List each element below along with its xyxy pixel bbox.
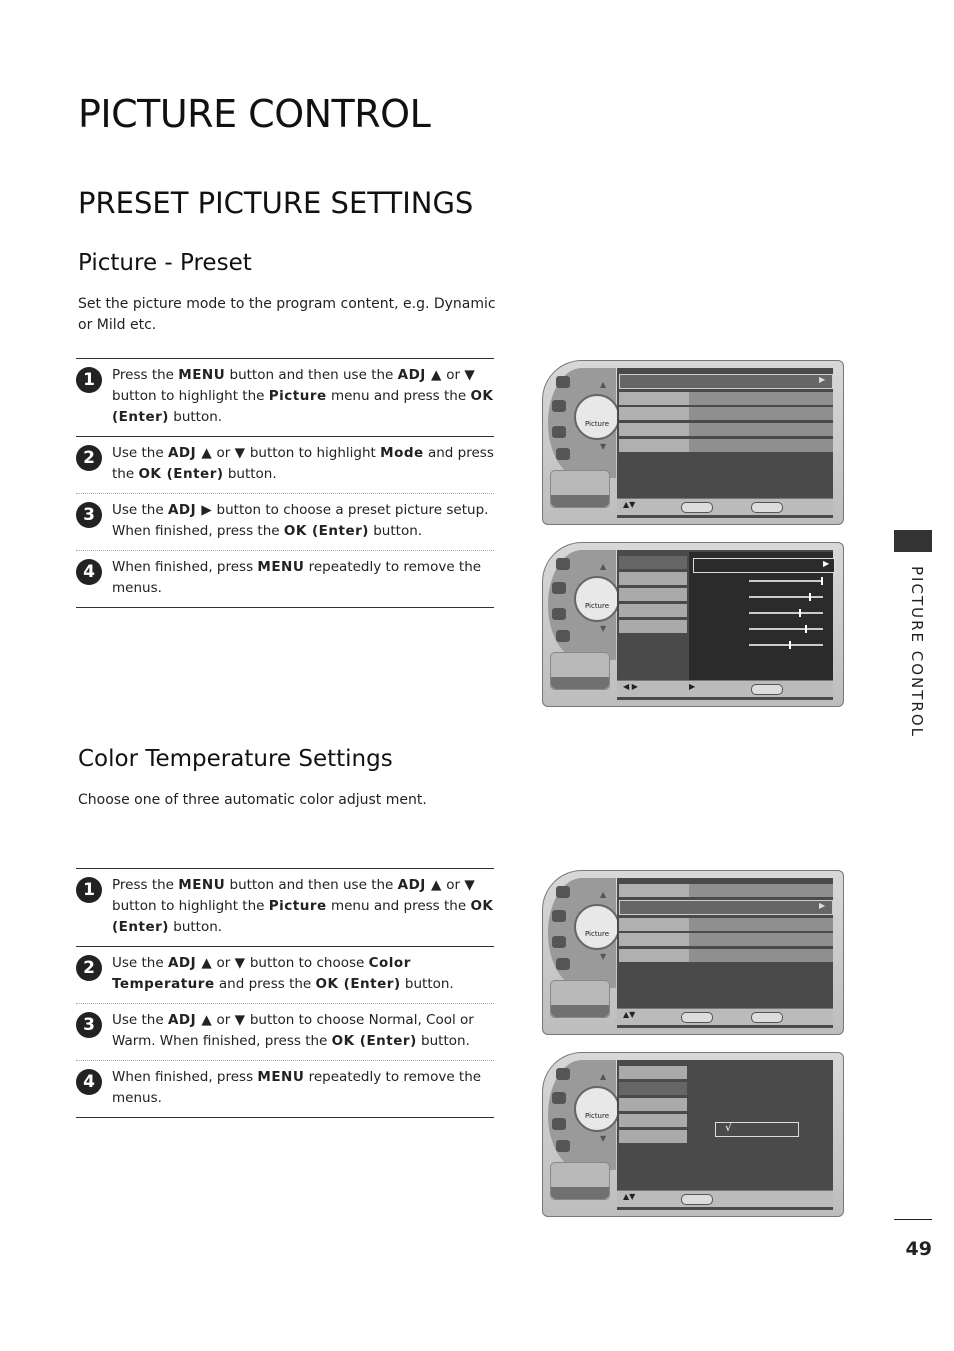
right-arrow-icon: ▶ <box>819 901 826 910</box>
step-text: button to highlight <box>245 445 381 461</box>
picture-knob <box>574 576 620 622</box>
key-down: ▼ <box>234 1012 246 1028</box>
key-mode: Mode <box>380 445 424 461</box>
right-arrow-icon: ▶ <box>689 682 696 691</box>
color-temp-heading: Color Temperature Settings <box>78 746 393 772</box>
key-down: ▼ <box>464 367 476 383</box>
knob-label: Picture <box>584 1112 610 1120</box>
menu-screen <box>617 550 833 700</box>
up-arrow-icon: ▲ <box>600 562 607 571</box>
tv-menu-picture-3 <box>542 870 844 1035</box>
lock-icon <box>556 1140 570 1152</box>
step-number: 3 <box>76 1012 102 1038</box>
step-text: button to highlight the <box>112 388 269 404</box>
step-text: or <box>441 877 465 893</box>
time-icon <box>552 1118 566 1130</box>
menu-screen <box>617 1060 833 1210</box>
key-ok-enter: OK (Enter) <box>138 466 224 482</box>
updown-nav-icon: ▲▼ <box>623 1010 636 1019</box>
step-text: button. <box>168 919 223 935</box>
key-adj-up: ADJ ▲ <box>167 1012 213 1028</box>
step-text: button. <box>368 523 423 539</box>
menu-button-graphic <box>550 652 610 690</box>
step-text: button. <box>416 1033 470 1049</box>
preset-step-2 <box>76 437 494 494</box>
menu-dial <box>548 368 616 478</box>
page-number-rule <box>894 1219 932 1220</box>
time-icon <box>552 608 566 620</box>
color-temp-step-2 <box>76 947 494 1004</box>
side-tab-block <box>894 530 932 552</box>
step-text: Use the <box>112 502 168 518</box>
menu-button-graphic <box>550 1162 610 1200</box>
knob-label: Picture <box>584 420 610 428</box>
key-menu: MENU <box>178 877 226 893</box>
key-adj-right: ADJ ▶ <box>167 502 213 518</box>
picture-knob <box>574 1086 620 1132</box>
key-ok-enter: OK (Enter) <box>331 1033 417 1049</box>
tv-menu-picture-1 <box>542 360 844 525</box>
knob-label: Picture <box>584 602 610 610</box>
step-text: or <box>441 367 465 383</box>
key-menu: MENU <box>257 559 305 575</box>
menu-dial <box>548 1060 616 1170</box>
step-number: 2 <box>76 445 102 471</box>
menu-button-graphic <box>550 470 610 508</box>
down-arrow-icon: ▼ <box>600 624 607 633</box>
key-picture: Picture <box>268 898 327 914</box>
key-ok-enter: OK (Enter) <box>112 388 494 425</box>
step-text: When finished, press <box>112 1069 258 1085</box>
step-text: menu and press the <box>326 388 471 404</box>
check-icon: √ <box>725 1121 733 1134</box>
menu-status-bar <box>617 680 833 697</box>
picture-icon <box>556 886 570 898</box>
lock-icon <box>556 630 570 642</box>
step-number: 1 <box>76 367 102 393</box>
step-text: button. <box>168 409 223 425</box>
section-title: PRESET PICTURE SETTINGS <box>78 186 474 220</box>
step-text: button. <box>400 976 454 992</box>
step-text: or <box>212 1012 235 1028</box>
up-arrow-icon: ▲ <box>600 380 607 389</box>
menu-button-graphic <box>550 980 610 1018</box>
menu-screen <box>617 368 833 518</box>
color-temp-step-1 <box>76 868 494 947</box>
step-number: 4 <box>76 1069 102 1095</box>
preset-step-1 <box>76 358 494 437</box>
lock-icon <box>556 448 570 460</box>
preset-steps <box>76 358 494 608</box>
menu-status-bar <box>617 1008 833 1025</box>
updown-nav-icon: ▲▼ <box>623 500 636 509</box>
knob-label: Picture <box>584 930 610 938</box>
key-ok-enter: OK (Enter) <box>283 523 369 539</box>
preset-intro: Set the picture mode to the program content, e.g. Dynamic or Mild etc. <box>78 296 496 333</box>
menu-status-bar <box>617 498 833 515</box>
step-number: 4 <box>76 559 102 585</box>
time-icon <box>552 426 566 438</box>
step-text: Use the <box>112 445 168 461</box>
color-temp-step-3 <box>76 1004 494 1061</box>
key-menu: MENU <box>178 367 226 383</box>
step-text: button to choose <box>245 955 369 971</box>
menu-status-bar <box>617 1190 833 1207</box>
key-down: ▼ <box>234 445 246 461</box>
step-text: repeatedly to remove the menus. <box>112 1069 482 1106</box>
up-arrow-icon: ▲ <box>600 1072 607 1081</box>
color-temp-intro: Choose one of three automatic color adjust ment. <box>78 792 427 808</box>
step-text: and press the <box>214 976 316 992</box>
step-text: Use the <box>112 1012 168 1028</box>
step-text: button to choose a preset picture setup. When finished, press the <box>112 502 489 539</box>
right-arrow-icon: ▶ <box>819 375 826 384</box>
key-adj-up: ADJ ▲ <box>167 445 213 461</box>
audio-icon <box>552 400 566 412</box>
key-menu: MENU <box>257 1069 305 1085</box>
step-text: When finished, press <box>112 559 258 575</box>
key-ok-enter: OK (Enter) <box>315 976 401 992</box>
up-arrow-icon: ▲ <box>600 890 607 899</box>
audio-icon <box>552 582 566 594</box>
key-adj-up: ADJ ▲ <box>397 877 442 893</box>
lock-icon <box>556 958 570 970</box>
color-temp-steps <box>76 868 494 1118</box>
step-text: menu and press the <box>326 898 471 914</box>
step-text: Use the <box>112 955 168 971</box>
step-text: or <box>212 955 235 971</box>
step-number: 2 <box>76 955 102 981</box>
key-adj-up: ADJ ▲ <box>397 367 442 383</box>
key-color-temperature: Color Temperature <box>112 955 411 992</box>
step-number: 3 <box>76 502 102 528</box>
updown-nav-icon: ▲▼ <box>623 1192 636 1201</box>
key-down: ▼ <box>234 955 246 971</box>
menu-dial <box>548 550 616 660</box>
right-arrow-icon: ▶ <box>823 559 830 568</box>
picture-icon <box>556 376 570 388</box>
preset-heading: Picture - Preset <box>78 250 252 276</box>
step-text: button to highlight the <box>112 898 269 914</box>
step-text: repeatedly to remove the menus. <box>112 559 482 596</box>
time-icon <box>552 936 566 948</box>
down-arrow-icon: ▼ <box>600 952 607 961</box>
step-text: Press the <box>112 877 179 893</box>
down-arrow-icon: ▼ <box>600 442 607 451</box>
picture-knob <box>574 904 620 950</box>
leftright-nav-icon: ◀ ▶ <box>623 682 638 691</box>
step-text: or <box>212 445 235 461</box>
key-down: ▼ <box>464 877 476 893</box>
picture-icon <box>556 1068 570 1080</box>
step-text: button and then use the <box>225 877 398 893</box>
tv-menu-picture-4 <box>542 1052 844 1217</box>
step-text: Press the <box>112 367 179 383</box>
step-text: button to choose Normal, Cool or Warm. When finished, press the <box>112 1012 474 1049</box>
menu-dial <box>548 878 616 988</box>
step-text: button. <box>223 466 277 482</box>
key-ok-enter: OK (Enter) <box>112 898 494 935</box>
page-title: PICTURE CONTROL <box>78 92 431 136</box>
step-text: button and then use the <box>225 367 398 383</box>
picture-icon <box>556 558 570 570</box>
tv-menu-picture-2 <box>542 542 844 707</box>
preset-step-4 <box>76 551 494 608</box>
key-picture: Picture <box>268 388 327 404</box>
audio-icon <box>552 910 566 922</box>
page-number: 49 <box>905 1238 932 1260</box>
preset-step-3 <box>76 494 494 551</box>
step-text: and press the <box>112 445 494 482</box>
menu-screen <box>617 878 833 1028</box>
key-adj-up: ADJ ▲ <box>167 955 213 971</box>
audio-icon <box>552 1092 566 1104</box>
color-temp-step-4 <box>76 1061 494 1118</box>
step-number: 1 <box>76 877 102 903</box>
picture-knob <box>574 394 620 440</box>
side-tab-label: PICTURE CONTROL <box>908 566 926 739</box>
down-arrow-icon: ▼ <box>600 1134 607 1143</box>
